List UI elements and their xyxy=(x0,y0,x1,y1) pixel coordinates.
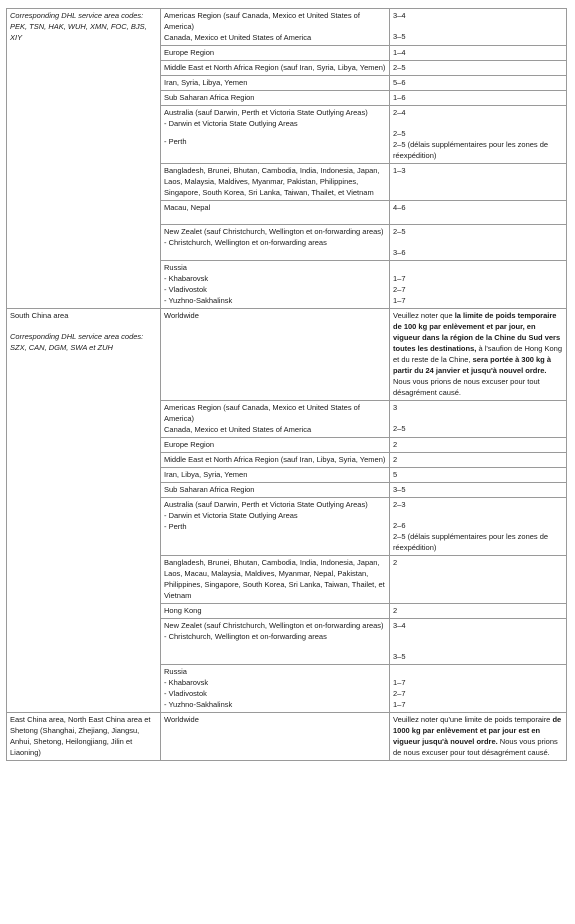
region-cell: Russia - Khabarovsk - Vladivostok - Yuzhno-Sakhalinsk xyxy=(161,261,390,309)
region-cell: New Zealet (sauf Christchurch, Wellington et on-forwarding areas) - Christchurch, Wellington et on-forwarding areas xyxy=(161,619,390,665)
region-cell: Bangladesh, Brunei, Bhutan, Cambodia, India, Indonesia, Japan, Laos, Malaysia, Maldives, Myanmar, Pakistan, Philippines, Singapore, South Korea, Sri Lanka, Taiwan, Thailet, et Vietnam xyxy=(161,164,390,201)
codes-label: Corresponding DHL service area codes: xyxy=(10,11,144,20)
table-row xyxy=(7,713,567,761)
codes-list: PEK, TSN, HAK, WUH, XMN, FOC, BJS, XIY xyxy=(10,22,147,42)
codes-label: Corresponding DHL service area codes: xyxy=(10,332,144,341)
notice-cell: Veuillez noter que la limite de poids temporaire de 100 kg par enlèvement et par jour, en vigueur dans la région de la Chine du Sud vers toutes les destinations, à l'saufion de Hong Kong et du reste de la Chine, sera portée à 300 kg à partir du 24 janvier et jusqu'à nouvel ordre. Nous vous prions de nous excuser pour tout désagrément causé. xyxy=(390,309,567,401)
table-row xyxy=(7,9,567,46)
region-cell: Worldwide xyxy=(161,713,390,761)
region-cell: Worldwide xyxy=(161,309,390,401)
days-cell: 2 xyxy=(390,453,567,468)
region-cell: Iran, Syria, Libya, Yemen xyxy=(161,76,390,91)
area-cell-north xyxy=(7,9,161,309)
table-row xyxy=(7,309,567,401)
days-cell: 2 xyxy=(390,604,567,619)
days-cell: 4–6 xyxy=(390,201,567,225)
region-cell: Europe Region xyxy=(161,438,390,453)
area-cell-east: East China area, North East China area et Shetong (Shanghai, Zhejiang, Jiangsu, Anhui, Shetong, Heilongjiang, Jilin et Liaoning) xyxy=(7,713,161,761)
days-cell: 1–7 2–7 1–7 xyxy=(390,665,567,713)
delivery-times-table xyxy=(6,8,567,761)
days-cell: 2–4 2–5 2–5 (délais supplémentaires pour les zones de réexpédition) xyxy=(390,106,567,164)
days-cell: 2 xyxy=(390,438,567,453)
days-cell: 5–6 xyxy=(390,76,567,91)
days-cell: 2 xyxy=(390,556,567,604)
region-cell: Europe Region xyxy=(161,46,390,61)
region-cell: New Zealet (sauf Christchurch, Wellington et on-forwarding areas) - Christchurch, Wellington et on-forwarding areas xyxy=(161,225,390,261)
region-cell: Hong Kong xyxy=(161,604,390,619)
notice-cell: Veuillez noter qu'une limite de poids temporaire de 1000 kg par enlèvement et par jour est en vigueur jusqu'à nouvel ordre. Nous vous prions de nous excuser pour tout désagrément causé. xyxy=(390,713,567,761)
days-cell: 1–4 xyxy=(390,46,567,61)
region-cell: Sub Saharan Africa Region xyxy=(161,91,390,106)
area-name: South China area xyxy=(10,311,69,320)
days-cell: 3 2–5 xyxy=(390,401,567,438)
region-cell: Russia - Khabarovsk - Vladivostok - Yuzhno-Sakhalinsk xyxy=(161,665,390,713)
days-cell: 2–5 3–6 xyxy=(390,225,567,261)
region-cell: Australia (sauf Darwin, Perth et Victoria State Outlying Areas) - Darwin et Victoria State Outlying Areas - Perth xyxy=(161,498,390,556)
region-cell: Middle East et North Africa Region (sauf Iran, Libya, Syria, Yemen) xyxy=(161,453,390,468)
region-cell: Americas Region (sauf Canada, Mexico et United States of America) Canada, Mexico et United States of America xyxy=(161,401,390,438)
days-cell: 3–4 3–5 xyxy=(390,619,567,665)
codes-list: SZX, CAN, DGM, SWA et ZUH xyxy=(10,343,113,352)
days-cell: 5 xyxy=(390,468,567,483)
region-cell: Iran, Libya, Syria, Yemen xyxy=(161,468,390,483)
days-cell: 3–5 xyxy=(390,483,567,498)
days-cell: 2–5 xyxy=(390,61,567,76)
region-cell: Middle East et North Africa Region (sauf Iran, Syria, Libya, Yemen) xyxy=(161,61,390,76)
region-cell: Australia (sauf Darwin, Perth et Victoria State Outlying Areas) - Darwin et Victoria State Outlying Areas - Perth xyxy=(161,106,390,164)
region-cell: Sub Saharan Africa Region xyxy=(161,483,390,498)
days-cell: 1–6 xyxy=(390,91,567,106)
region-cell: Bangladesh, Brunei, Bhutan, Cambodia, India, Indonesia, Japan, Laos, Macau, Malaysia, Maldives, Myanmar, Nepal, Pakistan, Philippines, Singapore, South Korea, Sri Lanka, Taiwan, Thailet, et Vietnam xyxy=(161,556,390,604)
region-cell: Macau, Nepal xyxy=(161,201,390,225)
days-cell: 2–3 2–6 2–5 (délais supplémentaires pour les zones de réexpédition) xyxy=(390,498,567,556)
days-cell: 1–7 2–7 1–7 xyxy=(390,261,567,309)
area-cell-south xyxy=(7,309,161,713)
days-cell: 3–4 3–5 xyxy=(390,9,567,46)
region-cell: Americas Region (sauf Canada, Mexico et United States of America) Canada, Mexico et United States of America xyxy=(161,9,390,46)
days-cell: 1–3 xyxy=(390,164,567,201)
